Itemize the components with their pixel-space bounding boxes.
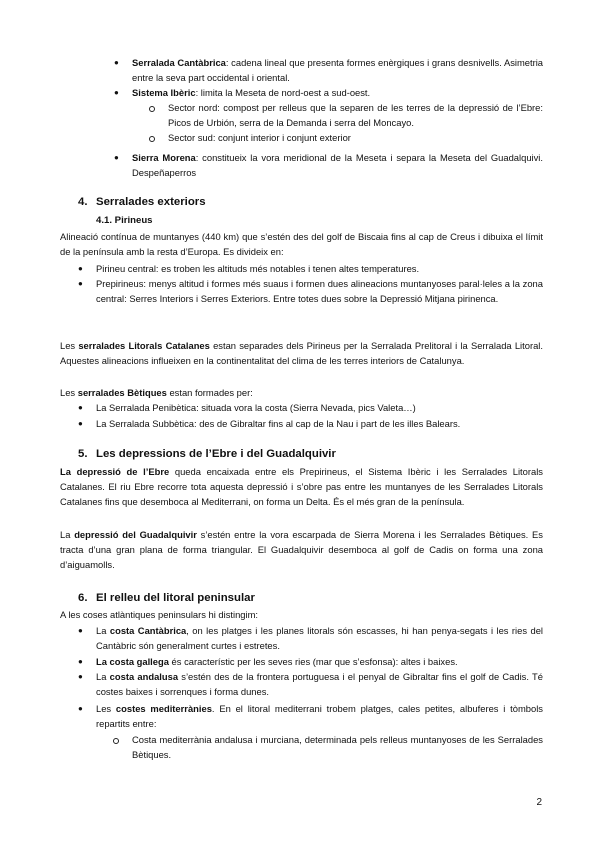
bullet-icon: ●	[114, 153, 119, 162]
list-subitem: Sector sud: conjunt interior i conjunt exterior	[168, 132, 351, 143]
section-heading: 5. Les depressions de l’Ebre i del Guadalquivir	[78, 448, 336, 460]
bullet-icon: ●	[78, 279, 83, 288]
paragraph: Les serralades Litorals Catalanes estan separades dels Pirineus per la Serralada Prelitoral i la Serralada Litoral. Aquestes alineacions influeixen en la continentalitat del clima de les terres interiors de Catalunya.	[60, 340, 543, 366]
paragraph: La depressió de l’Ebre queda encaixada entre els Prepirineus, el Sistema Ibèric i les Serralades Litorals Catalanes. El riu Ebre recorre tota aquesta depressió i s’obre pas entre les muntanyes de les Serralades Litorals Catalanes fins que desemboca al Mediterrani, on forma un Delta. És el més gran de la península.	[60, 466, 543, 507]
list-item: Prepirineus: menys altitud i formes més suaus i formen dues alineacions muntanyoses paral·leles a la zona central: Serres Interiors i Serres Exteriors. Entre totes dues sobre la Depressió Mitjana pirinenca.	[96, 278, 543, 304]
subsection-heading: 4.1. Pirineus	[96, 215, 153, 226]
paragraph: Alineació contínua de muntanyes (440 km) que s’estén des del golf de Biscaia fins al cap de Creus i dibuixa el límit de la península amb la resta d’Europa. Es divideix en:	[60, 231, 543, 257]
list-subitem: Costa mediterrània andalusa i murciana, determinada pels relleus muntanyoses de les Serralades Bètiques.	[132, 734, 543, 760]
circle-bullet-icon	[149, 106, 155, 112]
page-number: 2	[536, 797, 542, 808]
bullet-icon: ●	[78, 704, 83, 713]
list-item: La costa andalusa s’estén des de la frontera portuguesa i el penyal de Gibraltar fins el golf de Cadis. Té costes baixes i sorrenques i forma dunes.	[96, 671, 543, 697]
list-item: Sistema Ibèric: limita la Meseta de nord-oest a sud-oest.	[132, 87, 371, 98]
bullet-icon: ●	[78, 626, 83, 635]
bullet-icon: ●	[78, 657, 83, 666]
circle-bullet-icon	[149, 136, 155, 142]
paragraph: La depressió del Guadalquivir s’estén entre la vora escarpada de Sierra Morena i les Serralades Bètiques. Es tracta d’una gran plana de forma triangular. El Guadalquivir desemboca al golf de Cadis on forma una zona d’aiguamolls.	[60, 529, 543, 570]
list-subitem: Sector nord: compost per relleus que la separen de les terres de la depressió de l’Ebre: Picos de Urbión, serra de la Demanda i serra del Moncayo.	[168, 102, 543, 128]
section-heading: 6. El relleu del litoral peninsular	[78, 592, 255, 604]
bullet-icon: ●	[78, 672, 83, 681]
list-item: La costa Cantàbrica, on les platges i les planes litorals són escasses, hi han penya-segats i les ries del Cantàbric són generalment curtes i estretes.	[96, 625, 543, 651]
list-item: Serralada Cantàbrica: cadena lineal que presenta formes enèrgiques i grans desnivells. Asimetria entre la seva part occidental i oriental.	[132, 57, 544, 83]
list-item: La Serralada Subbètica: des de Gibraltar fins al cap de la Nau i part de les illes Balears.	[96, 418, 461, 429]
list-item: Pirineu central: es troben les altituds més notables i tenen altes temperatures.	[96, 263, 420, 274]
section-heading: 4. Serralades exteriors	[78, 196, 206, 208]
bullet-icon: ●	[114, 88, 119, 97]
paragraph: A les coses atlàntiques peninsulars hi distingim:	[60, 609, 259, 620]
list-item: La costa gallega és característic per les seves ries (mar que s’esfonsa): altes i baixes.	[96, 656, 458, 667]
bullet-icon: ●	[78, 403, 83, 412]
bullet-icon: ●	[78, 419, 83, 428]
list-item: Sierra Morena: constitueix la vora meridional de la Meseta i separa la Meseta del Guadalquivi. Despeñaperros	[132, 152, 543, 178]
bullet-icon: ●	[78, 264, 83, 273]
list-item: La Serralada Penibètica: situada vora la costa (Sierra Nevada, pics Valeta…)	[96, 402, 416, 413]
paragraph: Les serralades Bètiques estan formades per:	[60, 387, 253, 398]
bullet-icon: ●	[114, 58, 119, 67]
circle-bullet-icon	[113, 738, 119, 744]
list-item: Les costes mediterrànies. En el litoral mediterrani trobem platges, cales petites, albuferes i tòmbols repartits entre:	[96, 703, 543, 729]
